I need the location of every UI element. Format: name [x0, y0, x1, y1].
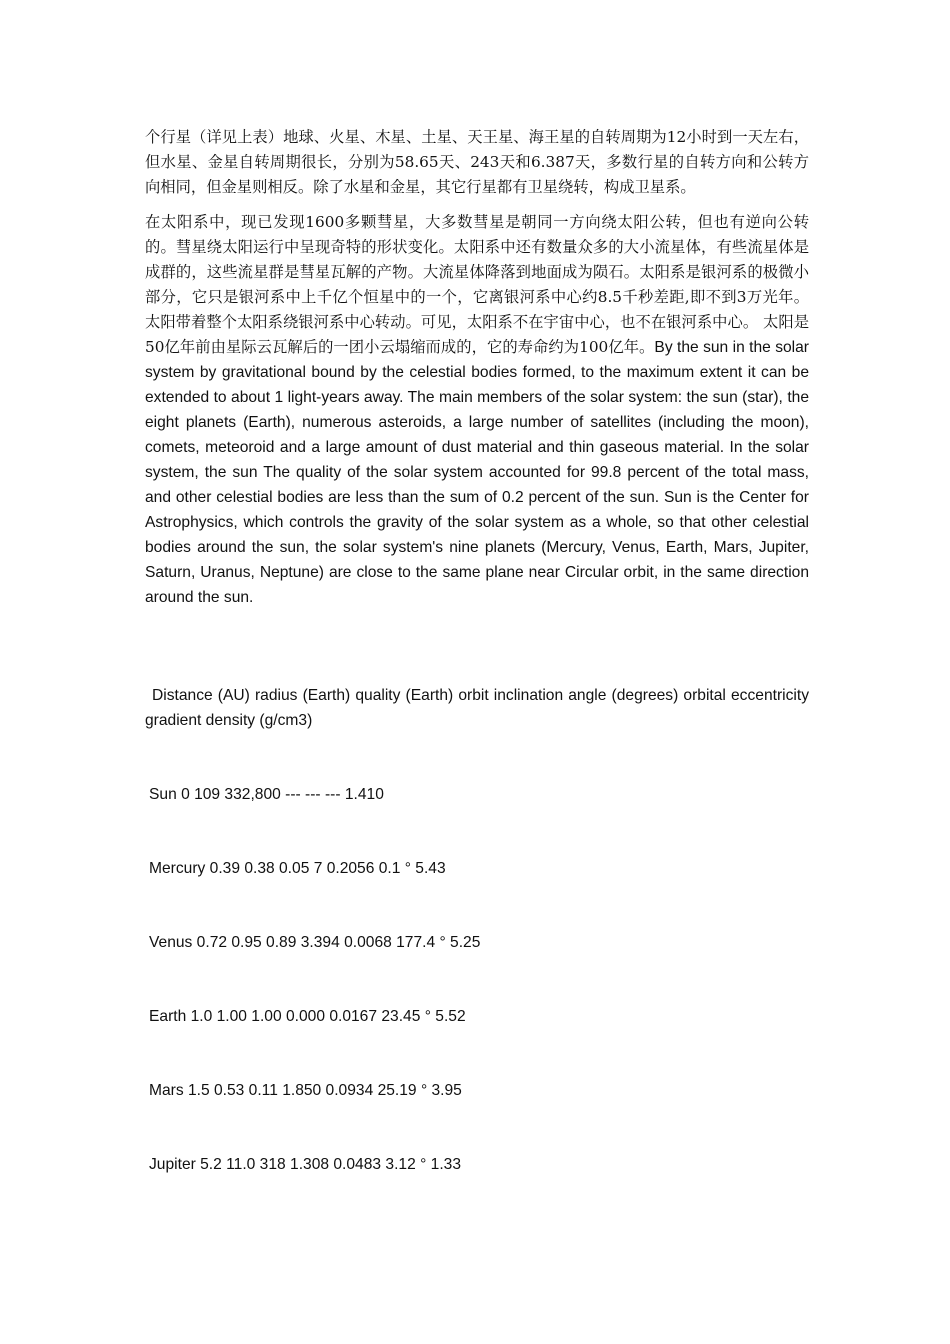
- table-row-venus: Venus 0.72 0.95 0.89 3.394 0.0068 177.4 ° 5.25: [149, 934, 481, 951]
- paragraph-2-chinese-text: 在太阳系中，现已发现1600多颗彗星，大多数彗星是朝同一方向绕太阳公转，但也有逆向公转的。彗星绕太阳运行中呈现奇特的形状变化。太阳系中还有数量众多的大小流星体，有些流星体是成群的，这些流星群是彗星瓦解的产物。大流星体降落到地面成为陨石。太阳系是银河系的极微小部分，它只是银河系中上千亿个恒星中的一个，它离银河系中心约8.5千秒差距,即不到3万光年。太阳带着整个太阳系绕银河系中心转动。可见，太阳系不在宇宙中心，也不在银河系中心。 太阳是50亿年前由星际云瓦解后的一团小云塌缩而成的，它的寿命约为100亿年。: [145, 213, 809, 356]
- paragraph-2-english-text: By the sun in the solar system by gravitational bound by the celestial bodies formed, to the maximum extent it can be extended to about 1 light-years away. The main members of the solar system: the sun (star), the eight planets (Earth), numerous asteroids, a large number of satellites (including the moon), comets, meteoroid and a large amount of dust material and thin gaseous material. In the solar system, the sun The quality of the solar system accounted for 99.8 percent of the total mass, and other celestial bodies are less than the sum of 0.2 percent of the sun. Sun is the Center for Astrophysics, which controls the gravity of the solar system as a whole, so that other celestial bodies around the sun, the solar system's nine planets (Mercury, Venus, Earth, Mars, Jupiter, Saturn, Uranus, Neptune) are close to the same plane near Circular orbit, in the same direction around the sun.: [145, 339, 810, 606]
- planet-table-header-text: Distance (AU) radius (Earth) quality (Earth) orbit inclination angle (degrees) orbital eccentricity gradient density (g/cm3): [145, 687, 809, 729]
- table-row-mercury: Mercury 0.39 0.38 0.05 7 0.2056 0.1 ° 5.43: [149, 860, 446, 877]
- paragraph-1-text: 个行星（详见上表）地球、火星、木星、土星、天王星、海王星的自转周期为12小时到一天左右，但水星、金星自转周期很长，分别为58.65天、243天和6.387天，多数行星的自转方向和公转方向相同，但金星则相反。除了水星和金星，其它行星都有卫星绕转，构成卫星系。: [145, 128, 809, 196]
- table-row-jupiter: Jupiter 5.2 11.0 318 1.308 0.0483 3.12 ° 1.33: [149, 1156, 462, 1173]
- table-row-earth: Earth 1.0 1.00 1.00 0.000 0.0167 23.45 ° 5.52: [149, 1008, 466, 1025]
- paragraph-comets-and-solar-system: [145, 210, 809, 610]
- table-row-sun: Sun 0 109 332,800 --- --- --- 1.410: [149, 786, 384, 803]
- planet-table-header: [145, 683, 809, 733]
- table-row-mars: Mars 1.5 0.53 0.11 1.850 0.0934 25.19 ° 3.95: [149, 1082, 462, 1099]
- paragraph-rotation-periods: [145, 125, 809, 200]
